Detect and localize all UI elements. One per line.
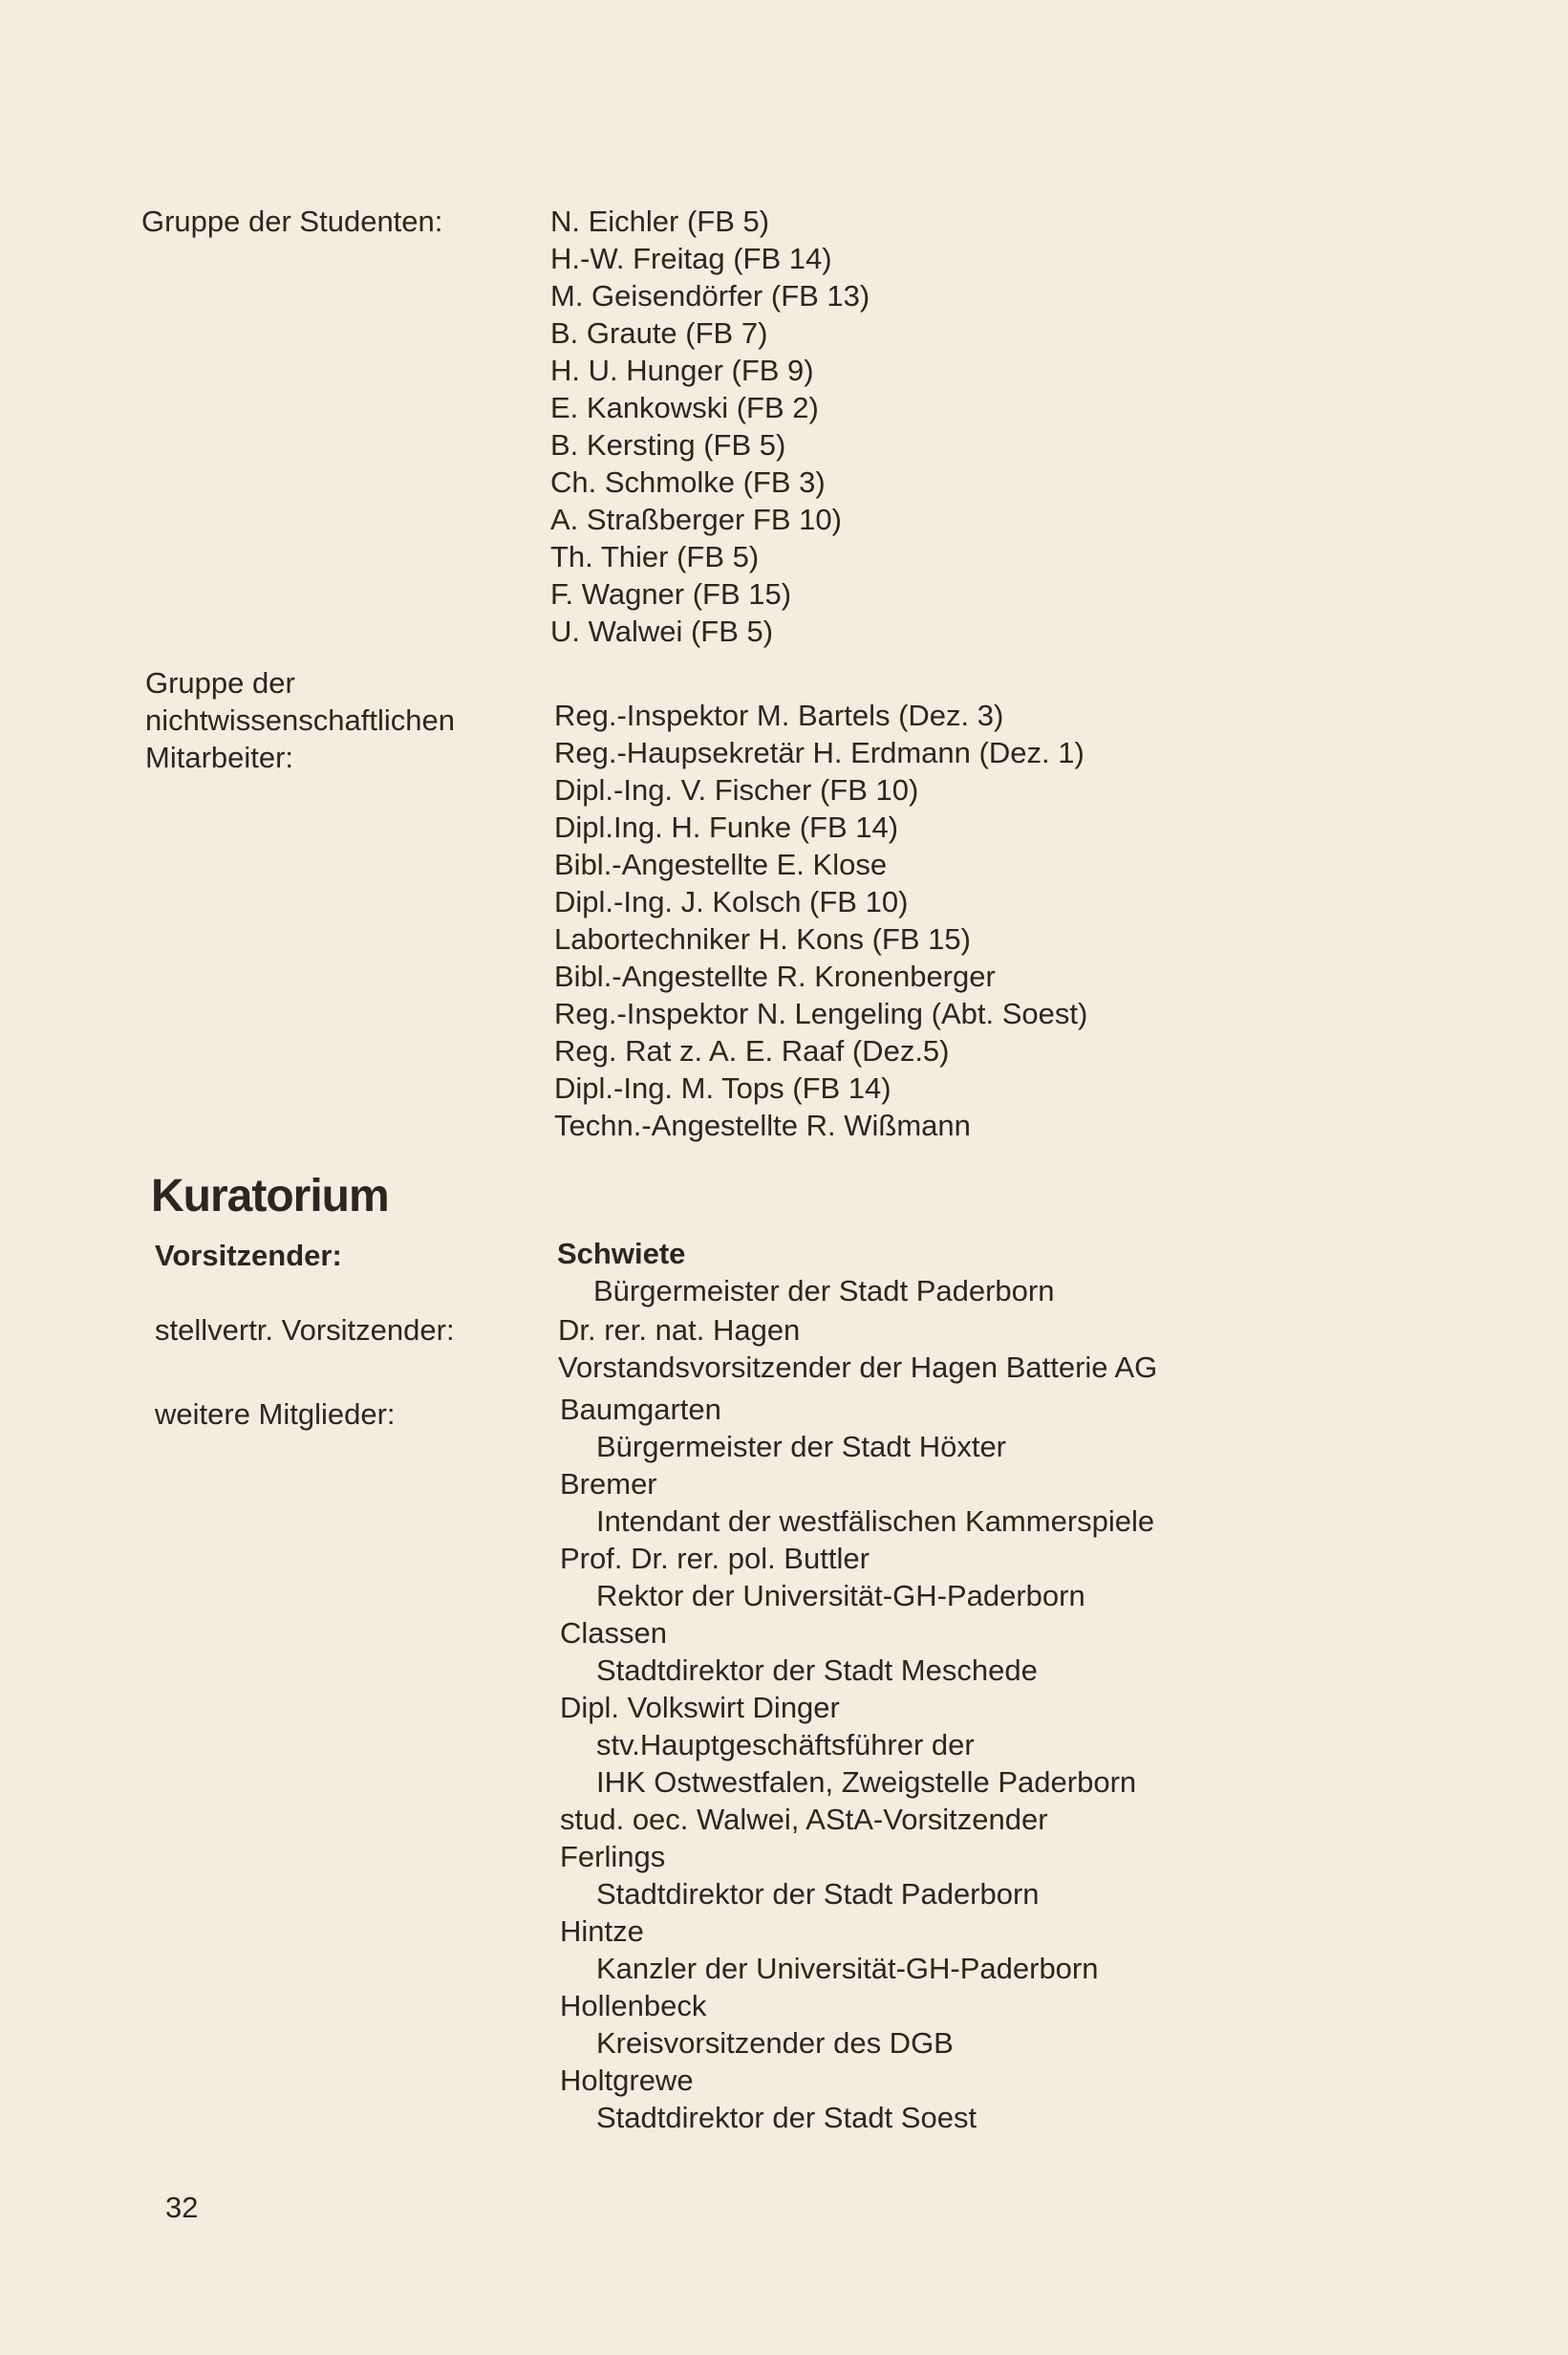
list-item: Th. Thier (FB 5) (550, 540, 760, 573)
list-item: E. Kankowski (FB 2) (550, 391, 819, 424)
others-list (560, 1391, 1154, 2136)
list-item: Stadtdirektor der Stadt Paderborn (596, 1877, 1040, 1911)
others-label: weitere Mitglieder: (155, 1397, 396, 1431)
staff-label (145, 664, 455, 776)
section-heading: Kuratorium (151, 1171, 389, 1221)
list-item: Stadtdirektor der Stadt Soest (596, 2101, 977, 2134)
list-item: Reg.-Haupsekretär H. Erdmann (Dez. 1) (554, 736, 1085, 769)
list-item: Reg. Rat z. A. E. Raaf (Dez.5) (554, 1034, 950, 1068)
vice-role: Vorstandsvorsitzender der Hagen Batterie AG (558, 1350, 1158, 1384)
list-item: H. U. Hunger (FB 9) (550, 354, 814, 387)
list-item: Bibl.-Angestellte E. Klose (554, 848, 888, 881)
staff-label-line: Mitarbeiter: (145, 741, 294, 774)
list-item: Prof. Dr. rer. pol. Buttler (560, 1542, 870, 1575)
list-item: Dipl. Volkswirt Dinger (560, 1691, 840, 1724)
chair-label: Vorsitzender: (155, 1239, 342, 1272)
list-item: B. Kersting (FB 5) (550, 428, 786, 462)
list-item: Hollenbeck (560, 1989, 707, 2022)
list-item: Bremer (560, 1467, 657, 1501)
vice-name: Dr. rer. nat. Hagen (558, 1313, 801, 1347)
list-item: Dipl.-Ing. J. Kolsch (FB 10) (554, 885, 909, 918)
list-item: Kreisvorsitzender des DGB (596, 2026, 954, 2060)
list-item: F. Wagner (FB 15) (550, 577, 792, 611)
list-item: H.-W. Freitag (FB 14) (550, 242, 832, 275)
list-item: Holtgrewe (560, 2063, 694, 2097)
list-item: stv.Hauptgeschäftsführer der (596, 1728, 975, 1761)
vice-entry (558, 1311, 1157, 1386)
list-item: Hintze (560, 1914, 644, 1948)
students-label: Gruppe der Studenten: (141, 205, 443, 238)
list-item: N. Eichler (FB 5) (550, 205, 770, 238)
list-item: IHK Ostwestfalen, Zweigstelle Paderborn (596, 1765, 1137, 1799)
list-item: Dipl.-Ing. V. Fischer (FB 10) (554, 773, 919, 807)
list-item: Reg.-Inspektor N. Lengeling (Abt. Soest) (554, 997, 1088, 1030)
list-item: Stadtdirektor der Stadt Meschede (596, 1653, 1038, 1687)
list-item: Ferlings (560, 1840, 666, 1873)
list-item: Labortechniker H. Kons (FB 15) (554, 922, 971, 956)
list-item: Baumgarten (560, 1393, 721, 1426)
list-item: U. Walwei (FB 5) (550, 615, 774, 648)
list-item: Kanzler der Universität-GH-Paderborn (596, 1952, 1099, 1985)
list-item: stud. oec. Walwei, AStA-Vorsitzender (560, 1803, 1048, 1836)
list-item: Bürgermeister der Stadt Höxter (596, 1430, 1007, 1463)
list-item: Classen (560, 1616, 667, 1650)
staff-list (554, 697, 1087, 1144)
list-item: Bibl.-Angestellte R. Kronenberger (554, 960, 996, 993)
list-item: B. Graute (FB 7) (550, 316, 768, 350)
list-item: A. Straßberger FB 10) (550, 503, 842, 536)
page-number: 32 (165, 2191, 199, 2224)
list-item: M. Geisendörfer (FB 13) (550, 279, 870, 313)
students-list (550, 203, 870, 650)
chair-role: Bürgermeister der Stadt Paderborn (593, 1274, 1055, 1307)
vice-label: stellvertr. Vorsitzender: (155, 1313, 455, 1347)
list-item: Dipl.-Ing. M. Tops (FB 14) (554, 1071, 891, 1105)
staff-label-line: Gruppe der (145, 666, 295, 700)
list-item: Intendant der westfälischen Kammerspiele (596, 1504, 1155, 1538)
list-item: Ch. Schmolke (FB 3) (550, 465, 826, 499)
staff-label-line: nichtwissenschaftlichen (145, 703, 455, 737)
chair-name: Schwiete (557, 1237, 686, 1270)
chair-entry (557, 1235, 1054, 1309)
list-item: Dipl.Ing. H. Funke (FB 14) (554, 810, 899, 844)
list-item: Rektor der Universität-GH-Paderborn (596, 1579, 1085, 1612)
list-item: Reg.-Inspektor M. Bartels (Dez. 3) (554, 699, 1004, 732)
list-item: Techn.-Angestellte R. Wißmann (554, 1109, 971, 1142)
